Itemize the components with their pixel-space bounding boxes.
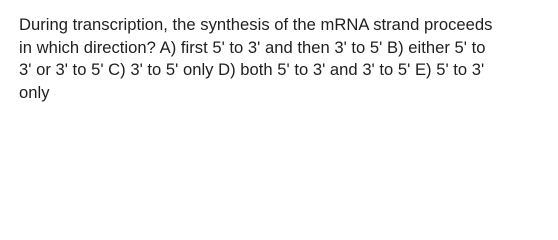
question-line-3: 3' or 3' to 5' C) 3' to 5' only D) both 5' to 3' and 3' to 5' E) 5' to 3'	[19, 60, 485, 79]
question-line-1: During transcription, the synthesis of the mRNA strand proceeds	[19, 15, 493, 34]
question-line-2: in which direction? A) first 5' to 3' and then 3' to 5' B) either 5' to	[19, 37, 486, 57]
question-text	[19, 14, 551, 104]
question-line-4: only	[19, 82, 50, 102]
